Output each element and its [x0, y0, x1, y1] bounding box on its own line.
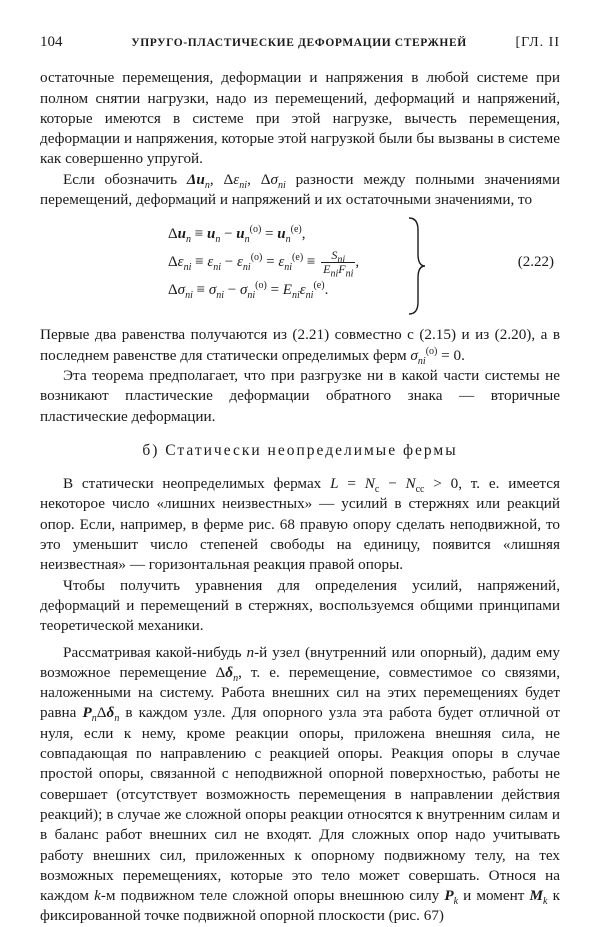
chapter-label: [ГЛ. II: [515, 35, 560, 50]
equation-lines: [168, 220, 359, 304]
paragraph-6: Чтобы получить уравнения для определения усилий, напряжений, деформаций и перемещений в стержнях, воспользуемся общими принципами теоретической механики.: [40, 576, 560, 635]
equation-line-2: $\Delta\varepsilon_{ni} \equiv \varepsilon_{ni} - \varepsilon_{ni}^{(o)} = \varepsilon_{ni}^{(e)}$ ≡ $\frac{S_{ni}}{E_{ni}F_{ni}}$ ,: [168, 248, 360, 280]
paragraph-3: Первые два равенства получаются из (2.21) совместно с (2.15) и из (2.20), а в последнем равенстве для статически определимых ферм $\sigma_{ni}^{(o)} = 0$.: [40, 326, 560, 367]
paragraph-5: В статически неопределимых фермах $L = N_c - N_{cc} > 0$, т. е. имеется некоторое число «лишних неизвестных» — усилий в стержнях или реакций опор. Если, например, в ферме рис. 68 правую опору сделать неподвижной, то это уменьшит число степеней свободы на единицу, появится «лишняя неизвестная» — горизонтальная реакция правой опоры.: [40, 475, 560, 574]
right-brace-icon: [406, 214, 428, 319]
page-number: 104: [40, 34, 63, 50]
paragraph-7: Рассматривая какой-нибудь n-й узел (внутренний или опорный), дадим ему возможное перемещение $\Delta\delta_n$, т. е. перемещение, совместимое со связями, наложенными на систему. Работа внешних сил на этих перемещениях будет равна $P_n\Delta\delta_n$ в каждом узле. Для опорного узла эта работа будет отличной от нуля, если к нему, кроме реакции опоры, приложена внешняя сила, не совпадающая по направлению с реакцией опоры. Реакция опоры в случае простой опоры, связанной с неподвижной опорной поверхностью, работы не совершает (отсутствует возможность перемещения в направлении действия реакций); в случае же сложной опоры реакции относятся к внутренним силам и в баланс работ внешних сил не входят. Для сложных опор надо учитывать работу внешних сил, приложенных к опорному подвижному телу, на тех возможных перемещениях, которые это тело может совершать. Относя на каждом k-м подвижном теле сложной опоры внешнюю силу $P_k$ и момент $M_k$ к фиксированной точке подвижной опорной плоскости (рис. 67): [40, 643, 561, 925]
equation-number: (2.22): [517, 254, 554, 271]
paragraph-4: Эта теорема предполагает, что при разгрузке ни в какой части системы не возникают пластические деформации обратного знака — вторичные пластические деформации.: [40, 366, 560, 425]
paragraph-2: Если обозначить $\Delta u_n$, $\Delta\varepsilon_{ni}$, $\Delta\sigma_{ni}$ разности между полными значениями перемещений, деформаций и напряжений и их остаточными значениями, то: [40, 170, 560, 209]
equation-line-3: $\Delta\sigma_{ni} \equiv \sigma_{ni} - \sigma_{ni}^{(o)} = E_{ni}\varepsilon_{ni}^{(e)}$.: [168, 280, 329, 302]
section-heading: б) Статически неопределимые фермы: [142, 441, 458, 459]
equation-line-1: $\Delta u_n \equiv u_n - u_n^{(o)} = u_n^{(e)}$,: [168, 224, 306, 246]
running-title: УПРУГО-ПЛАСТИЧЕСКИЕ ДЕФОРМАЦИИ СТЕРЖНЕЙ: [131, 37, 467, 49]
equation-block-2-22: [40, 214, 560, 319]
page-header: [40, 32, 560, 53]
paragraph-1: остаточные перемещения, деформации и напряжения в любой системе при полном снятии нагрузки, надо из перемещений, деформаций и напряжений, которые имеются в системе при этой нагрузке, вычесть перемещения, деформации и напряжения, которые этой нагрузкой были бы вызваны в системе как совершенно упругой.: [40, 69, 560, 168]
